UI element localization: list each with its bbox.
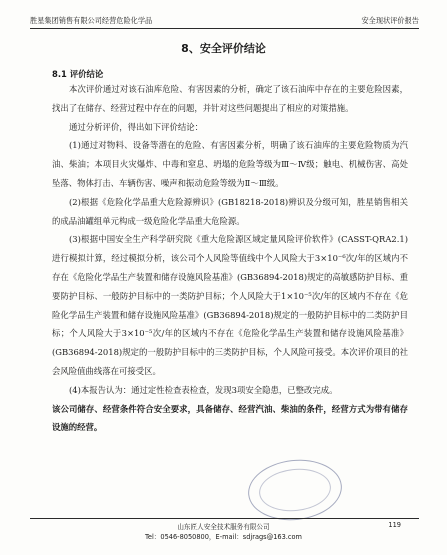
page-header [30,16,419,28]
header-report-title: 安全现状评价报告 [361,16,419,25]
subsection-title: 8.1 评价结论 [52,69,104,79]
header-rule [30,28,419,29]
seal-inner-ring [257,465,333,514]
body-text [52,80,408,437]
paragraph: 本次评价通过对该石油库危险、有害因素的分析，确定了该石油库中存在的主要危险因素，找出了在储存、经营过程中存在的问题，并针对这些问题提出了相应的对策措施。 [52,84,408,113]
page-number: 119 [388,521,401,529]
paragraph: (2)根据《危险化学品重大危险源辨识》(GB18218-2018)辨识及分级可知，胜星销售相关的成品油罐组单元构成一级危险化学品重大危险源。 [52,196,408,226]
paragraph: (3)根据中国安全生产科学研究院《重大危险源区域定量风险评价软件》(CASST-QRA2.1)进行模拟计算，经过模拟分析，该公司个人风险等值线中个人风险大于3×10⁻⁶次/年的区域内不存在《危险化学品生产装置和储存设施风险基准》(GB36894-2018)规定的高敏感防护目标、重要防护目标、一般防护目标中的一类防护目标；个人风险大于1×10⁻⁵次/年的区域内不存在《危险化学品生产装置和储存设施风险基准》(GB36894-2018)规定的一般防护目标中的二类防护目标；个人风险大于3×10⁻⁵次/年的区域内不存在《危险化学品生产装置和储存设施风险基准》(GB36894-2018)规定的一般防护目标中的三类防护目标，个人风险可接受。本次评价项目的社会风险值曲线落在可接受区。 [52,234,408,376]
paragraph: 通过分析评价，得出如下评价结论： [69,121,203,132]
section-title: 8、安全评价结论 [181,42,266,55]
header-company: 胜星集团销售有限公司经营危险化学品 [30,16,153,25]
footer-rule [30,518,419,519]
paragraph: (1)通过对物料、设备等潜在的危险、有害因素分析，明确了该石油库的主要危险物质为汽油、柴油；本项目火灾爆炸、中毒和窒息、坍塌的危险等级为Ⅲ～Ⅳ级；触电、机械伤害、高处坠落、物体打击、车辆伤害、噪声和振动危险等级为Ⅱ～Ⅲ级。 [52,140,408,188]
conclusion-paragraph [52,400,408,438]
footer-contact: Tel：0546-8050800，E-mail：sdjrags@163.com [145,533,302,541]
footer-company: 山东匠人安全技术服务有限公司 [177,523,270,531]
conclusion-text: 该公司储存、经营条件符合安全要求，具备储存、经营汽油、柴油的条件，经营方式为带有储存设施的经营。 [52,403,408,433]
company-seal [245,455,345,524]
paragraph: (4)本报告认为：通过定性检查表检查，发现3项安全隐患，已整改完成。 [69,384,338,395]
